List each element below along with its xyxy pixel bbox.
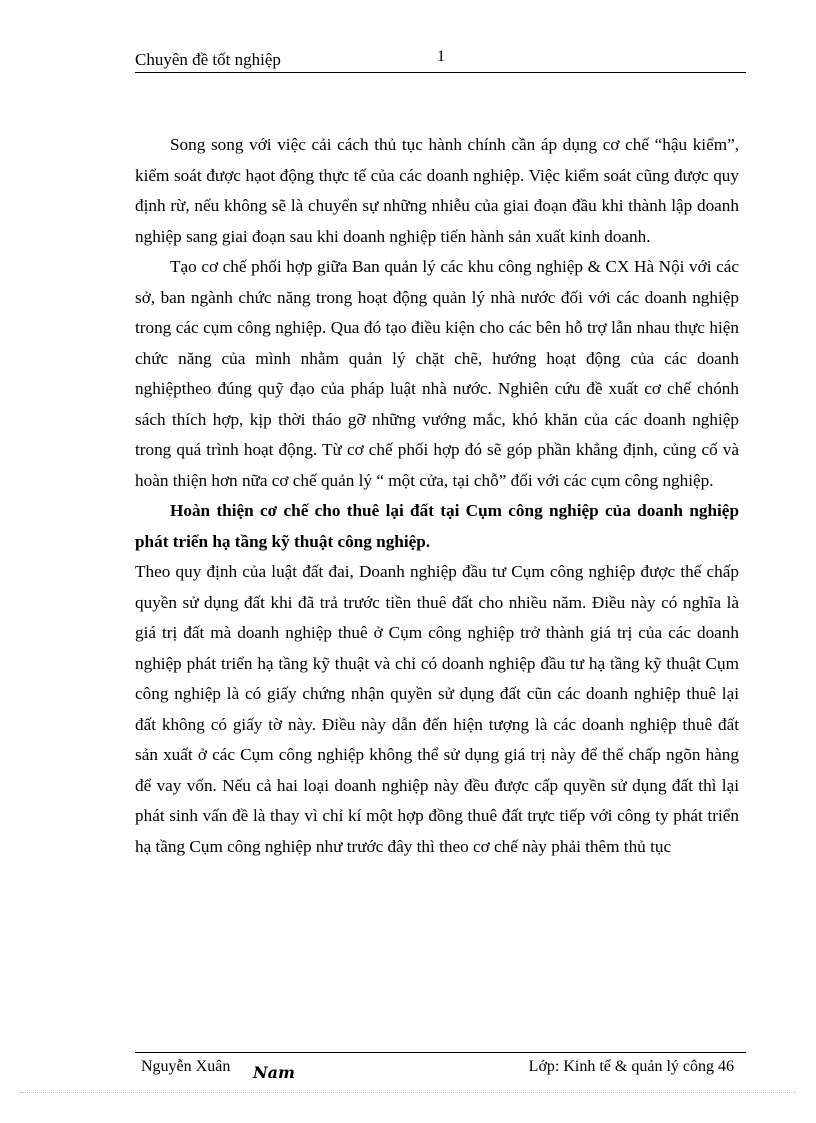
page-header xyxy=(135,50,746,73)
footer-class-info: Lớp: Kinh tế & quản lý công 46 xyxy=(528,1058,734,1075)
footer-author: Nguyễn Xuân xyxy=(141,1058,231,1075)
paragraph-2: Tạo cơ chế phối hợp giữa Ban quản lý các khu công nghiệp & CX Hà Nội với các sở, ban ngành chức năng trong hoạt động quản lý nhà nước đối với các doanh nghiệp trong các cụm công nghiệp. Qua đó tạo điều kiện cho các bên hỗ trợ lẫn nhau thực hiện chức năng của mình nhằm quản lý chặt chẽ, hướng hoạt động của các doanh nghiệptheo đúng quỹ đạo của pháp luật nhà nước. Nghiên cứu đề xuất cơ chế chónh sách thích hợp, kịp thời tháo gỡ những vướng mắc, khó khăn của các doanh nghiệp trong quá trình hoạt động. Từ cơ chế phối hợp đó sẽ góp phần khẳng định, củng cố và hoàn thiện hơn nữa cơ chế quản lý “ một cửa, tại chỗ” đối với các cụm công nghiệp. xyxy=(135,257,739,490)
page-number: 1 xyxy=(437,48,445,65)
paragraph-1: Song song với việc cải cách thủ tục hành chính cần áp dụng cơ chế “hậu kiểm”, kiểm soát được hạot động thực tế của các doanh nghiệp. Việc kiểm soát cũng được quy định rừ, nếu không sẽ là chuyển sự những nhiễu của giai đoạn đầu khi thành lập doanh nghiệp sang giai đoạn sau khi doanh nghiệp tiến hành sản xuất kinh doanh. xyxy=(135,135,739,246)
page-footer xyxy=(135,1052,746,1082)
document-body xyxy=(135,130,739,862)
section-heading: Hoàn thiện cơ chế cho thuê lại đất tại Cụm công nghiệp của doanh nghiệp phát triển hạ tầng kỹ thuật công nghiệp. xyxy=(135,501,739,551)
footer-signature: Nam xyxy=(253,1063,295,1082)
paragraph-3: Theo quy định của luật đất đai, Doanh nghiệp đầu tư Cụm công nghiệp được thế chấp quyền sử dụng đất khi đã trả trước tiền thuê đất cho nhiều năm. Điều này có nghĩa là giá trị đất mà doanh nghiệp thuê ở Cụm công nghiệp trở thành giá trị của các doanh nghiệp phát triển hạ tầng kỹ thuật và chỉ có doanh nghiệp đầu tư hạ tầng kỹ thuật Cụm công nghiệp là có giấy chứng nhận quyền sử dụng đất cũn các doanh nghiệp thuê lại đất không có giấy tờ này. Điều này dẫn đến hiện tượng là các doanh nghiệp thuê đất sản xuất ở các Cụm công nghiệp không thể sử dụng giá trị này để thế chấp ngõn hàng để vay vốn. Nếu cả hai loại doanh nghiệp này đều được cấp quyền sử dụng đất thì lại phát sinh vấn đề là thay vì chỉ kí một hợp đồng thuê đất trực tiếp với công ty phát triển hạ tầng Cụm công nghiệp như trước đây thì theo cơ chế này phải thêm thủ tục xyxy=(135,562,739,856)
page-bottom-border xyxy=(20,1092,796,1093)
header-title: Chuyên đề tốt nghiệp xyxy=(135,50,281,69)
